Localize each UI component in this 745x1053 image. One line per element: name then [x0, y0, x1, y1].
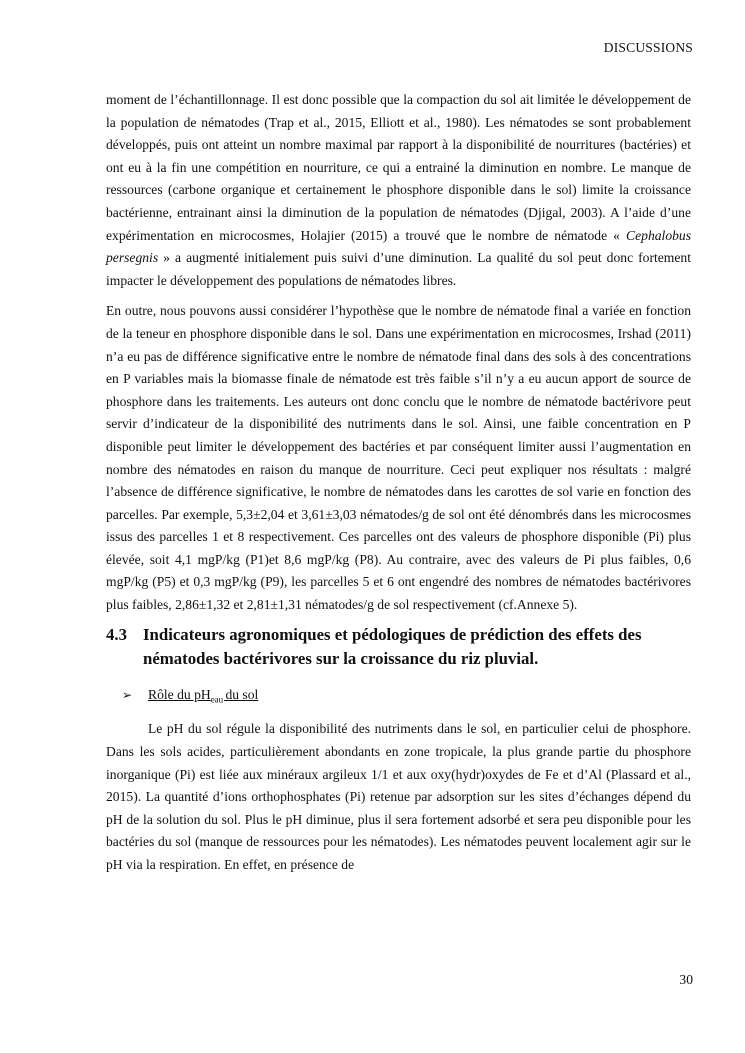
bullet-text-main: Rôle du pH [148, 686, 211, 702]
page-body [106, 89, 691, 877]
bullet-subscript: eau [210, 694, 226, 705]
running-header: DISCUSSIONS [603, 40, 693, 55]
paragraph-text: moment de l’échantillonnage. Il est donc possible que la compaction du sol ait limitée le développement de la population de nématodes (Trap et al., 2015, Elliott et al., 1980). Les nématodes se sont probablement développés, puis ont atteint un nombre maximal par rapport à la disponibilité de nourritures (bactéries) et ont eu à la fin une compétition en nourriture, ce qui a entrainé la diminution en nombre. Le manque de ressources (carbone organique et certainement le phosphore disponible dans le sol) limite la croissance bactérienne, entrainant ainsi la diminution de la population de nématodes (Djigal, 2003). A l’aide d’une expérimentation en microcosmes, Holajier (2015) a trouvé que le nombre de nématode « [106, 92, 691, 243]
bullet-heading [148, 687, 258, 705]
paragraph-phosphorus: En outre, nous pouvons aussi considérer l’hypothèse que le nombre de nématode final a variée en fonction de la teneur en phosphore disponible dans le sol. Dans une expérimentation en microcosmes, Irshad (2011) n’a eu pas de différence significative entre le nombre de nématode final dans des sols à des concentrations en P variables mais la biomasse finale de nématode est très faible s’il n’y a eu aucun apport de source de phosphore dans les traitements. Les auteurs ont donc conclu que le nombre de nématode bactérivore peut servir d’indicateur de la disponibilité des nutriments dans le sol. Ainsi, une faible concentration en P disponible peut limiter le développement des bactéries et par conséquent limiter aussi l’augmentation en nombre des nématodes en raison du manque de nourriture. Ceci peut expliquer nos résultats : malgré l’absence de différence significative, le nombre de nématodes dans les carottes de sol varie en fonction des parcelles. Par exemple, 5,3±2,04 et 3,61±3,03 nématodes/g de sol ont été dénombrés dans les microcosmes issus des parcelles 1 et 8 respectivement. Ces parcelles ont des valeurs de phosphore disponible (Pi) plus élevée, soit 4,1 mgP/kg (P1)et 8,6 mgP/kg (P8). Au contraire, avec des valeurs de Pi plus faibles, 0,6 mgP/kg (P5) et 0,3 mgP/kg (P9), les parcelles 5 et 6 ont engendré des nombres de nématodes bactérivores plus faibles, 2,86±1,32 et 2,81±1,31 nématodes/g de sol respectivement (cf.Annexe 5). [106, 303, 691, 613]
section-title: Indicateurs agronomiques et pédologiques de prédiction des effets des nématodes bactérivores sur la croissance du riz pluvial. [143, 624, 642, 668]
species-name: Cephalobus persegnis [106, 227, 691, 266]
paragraph-ph: Le pH du sol régule la disponibilité des nutriments dans le sol, en particulier celui de phosphore. Dans les sols acides, particulièrement abondants en zone tropicale, la plus grande partie du phosphore inorganique (Pi) est liée aux minéraux argileux 1/1 et aux oxy(hydr)oxydes de Fe et d’Al (Plassard et al., 2015). La quantité d’ions orthophosphates (Pi) retenue par adsorption sur les sites d’échanges dépend du pH de la solution du sol. Plus le pH diminue, plus il sera fortement adsorbé et sera peu disponible pour les bactéries du sol (manque de ressources pour les nématodes). Les nématodes peuvent localement agir sur le pH via la respiration. En effet, en présence de [106, 721, 691, 872]
bullet-text-end: du sol [225, 686, 259, 702]
arrow-bullet-icon: ➢ [122, 687, 133, 702]
section-number: 4.3 [106, 624, 127, 644]
bullet-item [122, 687, 691, 705]
paragraph-text: » a augmenté initialement puis suivi d’une diminution. La qualité du sol peut donc fortement impacter le développement des populations de nématodes libres. [106, 250, 691, 288]
section-heading [106, 623, 691, 671]
page-number: 30 [679, 972, 693, 987]
paragraph-compaction [106, 89, 691, 292]
